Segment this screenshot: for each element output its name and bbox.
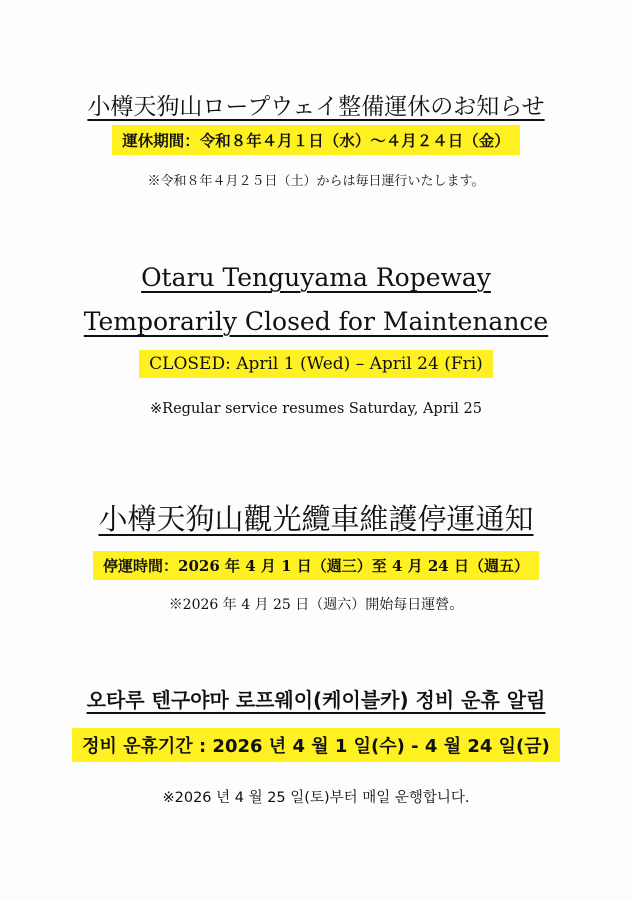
korean-title: 오타루 텐구야마 로프웨이(케이블카) 정비 운휴 알림 [86,688,546,712]
english-title-row-2 [0,307,632,336]
korean-closure-period: 정비 운휴기간 : 2026 년 4 월 1 일(수) - 4 월 24 일(금) [72,728,560,762]
chinese-title: 小樽天狗山觀光纜車維護停運通知 [98,502,534,536]
chinese-closure-period: 停運時間：2026 年 4 月 1 日（週三）至 4 月 24 日（週五） [93,551,539,580]
japanese-title: 小樽天狗山ロープウェイ整備運休のお知らせ [87,94,545,120]
japanese-closure-period: 運休期間：令和８年４月１日（水）～４月２４日（金） [112,125,520,155]
japanese-resume-note: ※令和８年４月２５日（土）からは毎日運行いたします。 [147,174,485,189]
chinese-title-row [0,497,632,538]
chinese-period-row [0,551,632,580]
korean-title-row [0,684,632,713]
english-resume-note: ※Regular service resumes Saturday, April 25 [150,401,482,417]
chinese-note-row [0,594,632,614]
japanese-section-title-row [0,88,632,121]
english-period-row [0,350,632,378]
english-closure-period: CLOSED: April 1 (Wed) – April 24 (Fri) [139,350,493,378]
english-title-line-1: Otaru Tenguyama Ropeway [141,263,491,292]
korean-period-row [0,728,632,762]
chinese-resume-note: ※2026 年 4 月 25 日（週六）開始每日運營。 [168,597,464,613]
korean-resume-note: ※2026 년 4 월 25 일(토)부터 매일 운행합니다. [162,790,470,806]
english-title-line-2: Temporarily Closed for Maintenance [83,307,549,336]
english-title-row-1 [0,263,632,292]
japanese-period-row [0,125,632,155]
japanese-note-row [0,170,632,189]
korean-note-row [0,786,632,807]
english-note-row [0,401,632,417]
